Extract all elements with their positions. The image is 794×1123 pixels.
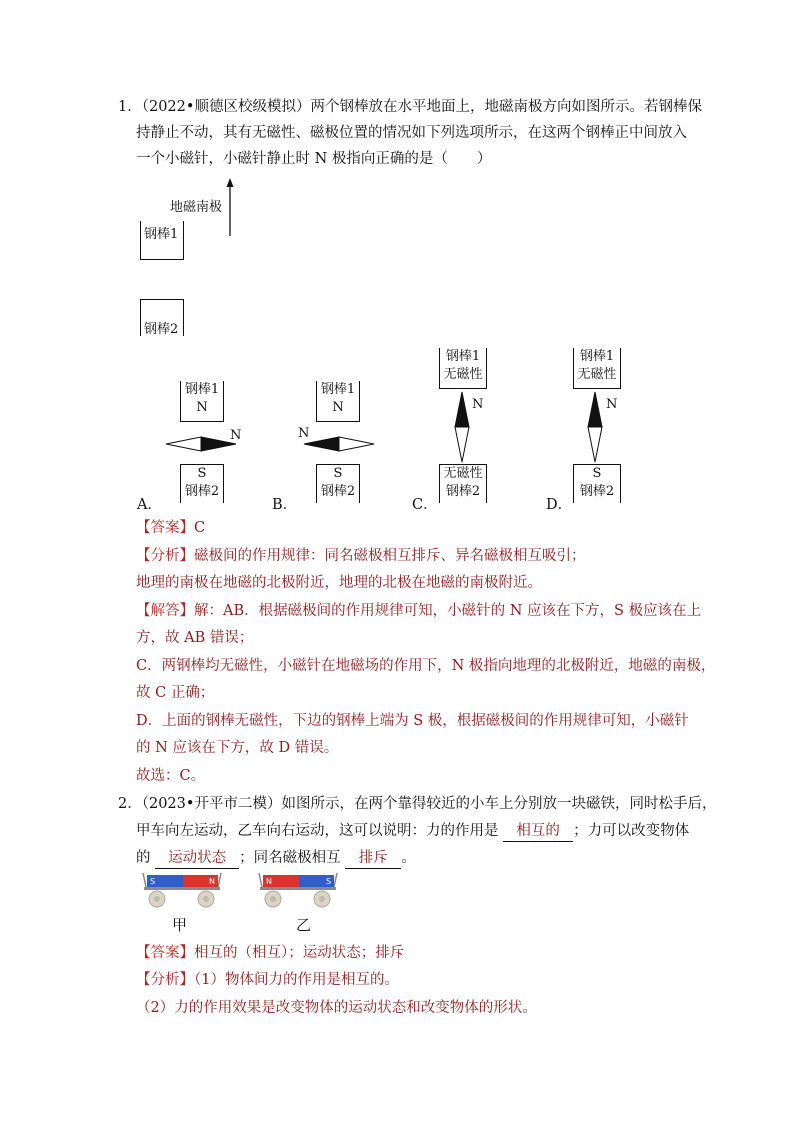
option-a-label: A． xyxy=(137,497,162,513)
option-b-needle-icon xyxy=(304,436,374,452)
q1-analysis-tag: 【分析】 xyxy=(136,548,194,564)
q2-source: （2023•开平市二模） xyxy=(141,796,282,812)
option-a-top-bar: 钢棒1 N xyxy=(180,381,224,422)
q2-blank-2: 运动状态 xyxy=(155,848,239,869)
q1-answer-tag: 【答案】 xyxy=(136,520,194,536)
option-c-needle-n: N xyxy=(472,397,484,412)
cart-yi-pole-n: N xyxy=(266,877,272,886)
option-d-bottom-bar: S 钢棒2 xyxy=(573,464,621,503)
q1-solution-2: 方，故 AB 错误； xyxy=(136,630,254,646)
geomagnetic-south-label: 地磁南极 xyxy=(170,200,223,215)
q1-answer xyxy=(136,518,205,538)
steel-bar-1-label: 钢棒1 xyxy=(144,227,179,242)
q1-number: 1． xyxy=(118,99,142,115)
q1-answer-value: C xyxy=(194,520,206,536)
option-d-needle-icon xyxy=(587,392,603,462)
steel-bar-2 xyxy=(140,299,184,336)
q2-answer-value: 相互的（相互）；运动状态；排斥 xyxy=(194,945,405,961)
q2-answer-tag: 【答案】 xyxy=(136,945,194,961)
option-a-needle-n: N xyxy=(230,428,242,443)
option-a-needle-icon xyxy=(166,436,236,452)
q1-analysis-2: 地理的南极在地磁的北极附近，地理的北极在地磁的南极附近。 xyxy=(136,575,542,591)
q1-solution-6: 的 N 应该在下方，故 D 错误。 xyxy=(136,740,339,756)
option-b-needle-n: N xyxy=(298,426,310,441)
q2-line-2: 甲车向左运动，乙车向右运动，这可以说明：力的作用是 相互的 ；力可以改变物体 xyxy=(136,821,689,842)
option-b-top-bar: 钢棒1 N xyxy=(316,381,360,422)
option-d-label: D． xyxy=(546,497,573,513)
q1-solution-tag: 【解答】 xyxy=(136,603,194,619)
cart-jia-pole-n: N xyxy=(209,877,215,886)
q1-choice: 故选：C。 xyxy=(136,768,206,784)
option-d-top-bar: 钢棒1 无磁性 xyxy=(573,348,621,389)
cart-yi-figure xyxy=(258,870,342,910)
option-c-needle-icon xyxy=(454,392,470,462)
q1-line-3: 一个小磁针，小磁针静止时 N 极指向正确的是（ ） xyxy=(136,151,492,167)
q1-line-1 xyxy=(118,97,702,117)
up-arrow-icon xyxy=(225,178,235,238)
cart-jia-label: 甲 xyxy=(172,916,188,934)
cart-yi-label: 乙 xyxy=(296,916,312,934)
q2-analysis-tag: 【分析】 xyxy=(136,972,194,988)
cart-jia-pole-s: S xyxy=(150,877,156,886)
q1-source: （2022•顺德区校级模拟） xyxy=(141,99,311,115)
steel-bar-2-label: 钢棒2 xyxy=(144,322,179,337)
cart-jia-figure xyxy=(142,870,226,910)
q2-line-3: 的 运动状态 ；同名磁极相互 排斥 。 xyxy=(136,848,416,869)
option-a-bottom-bar: S 钢棒2 xyxy=(180,464,224,503)
q1-solution-5: D．上面的钢棒无磁性，下边的钢棒上端为 S 极，根据磁极间的作用规律可知，小磁针 xyxy=(136,713,689,729)
option-b-bottom-bar: S 钢棒2 xyxy=(316,464,360,503)
option-d-needle-n: N xyxy=(606,397,618,412)
option-b-label: B． xyxy=(272,497,298,513)
option-c-bottom-bar: 无磁性 钢棒2 xyxy=(439,464,487,503)
q2-number: 2． xyxy=(118,796,142,812)
q2-analysis-2: （2）力的作用效果是改变物体的运动状态和改变物体的形状。 xyxy=(136,1000,537,1016)
q1-solution-4: 故 C 正确； xyxy=(136,685,215,701)
q2-answer xyxy=(136,943,404,963)
q1-solution-1: 【解答】解：AB．根据磁极间的作用规律可知，小磁针的 N 应该在下方，S 极应该在上 xyxy=(136,603,702,619)
q1-line-2: 持静止不动，其有无磁性、磁极位置的情况如下列选项所示，在这两个钢棒正中间放入 xyxy=(136,125,687,141)
q1-analysis-1: 【分析】磁极间的作用规律：同名磁极相互排斥、异名磁极相互吸引； xyxy=(136,548,586,564)
q2-blank-3: 排斥 xyxy=(345,848,401,869)
q2-line-1: 2．（2023•开平市二模）如图所示，在两个靠得较近的小车上分别放一块磁铁，同时松手后， xyxy=(118,796,717,812)
q2-blank-1: 相互的 xyxy=(503,821,573,842)
q2-analysis-1: 【分析】（1）物体间力的作用是相互的。 xyxy=(136,972,399,988)
option-c-top-bar: 钢棒1 无磁性 xyxy=(439,348,487,389)
cart-yi-pole-s: S xyxy=(326,877,332,886)
q1-solution-3: C．两钢棒均无磁性，小磁针在地磁场的作用下，N 极指向地理的北极附近，地磁的南极， xyxy=(136,658,716,674)
option-c-label: C． xyxy=(412,497,438,513)
steel-bar-1 xyxy=(140,221,184,260)
q1-text-1: 两个钢棒放在水平地面上，地磁南极方向如图所示。若钢棒保 xyxy=(310,99,702,115)
